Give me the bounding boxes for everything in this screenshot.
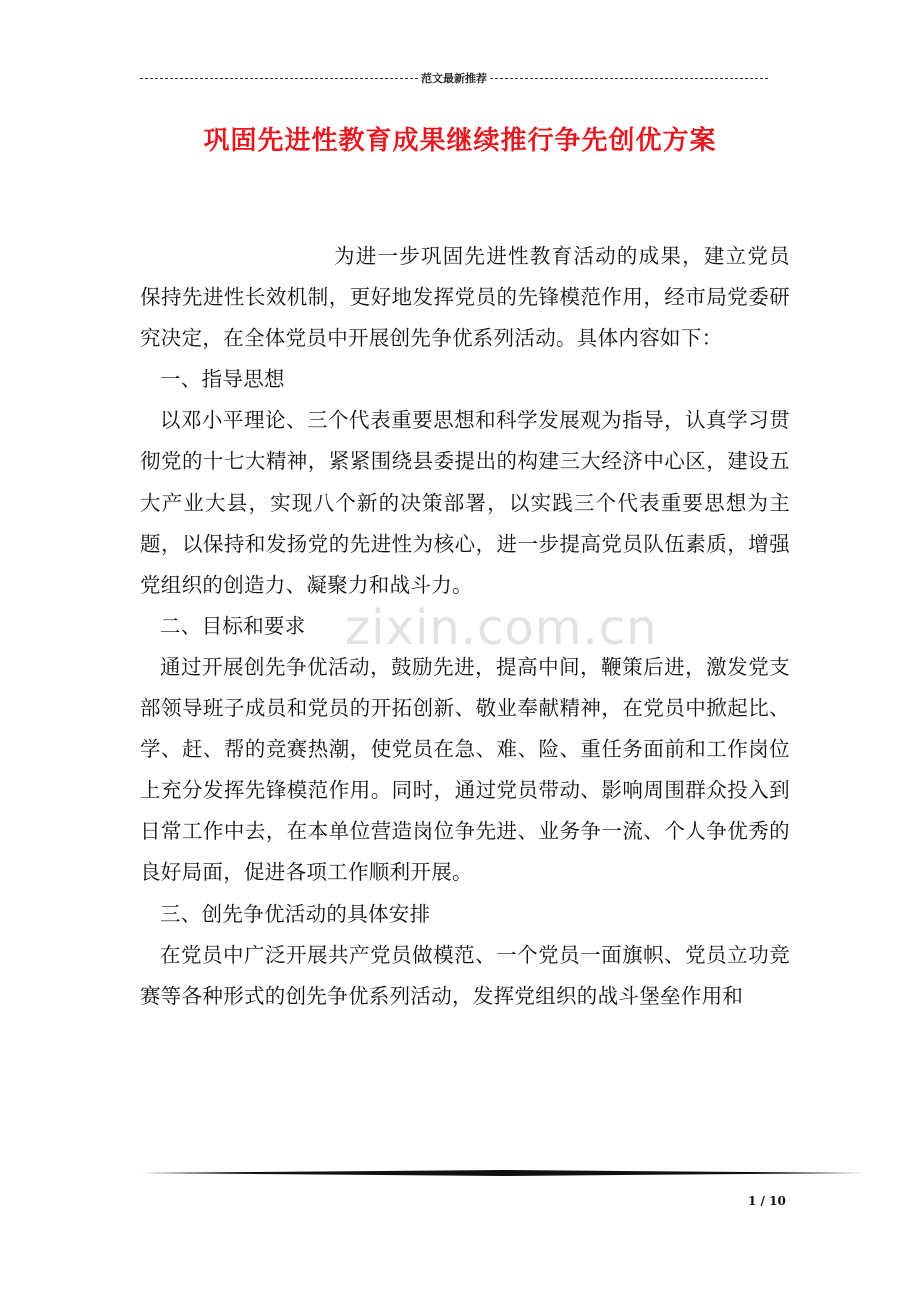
header-label: 范文最新推荐	[421, 72, 487, 85]
goals-paragraph: 通过开展创先争优活动，鼓励先进，提高中间，鞭策后进，激发党支部领导班子成员和党员的开拓创新、敬业奉献精神，在党员中掀起比、学、赶、帮的竞赛热潮，使党员在急、难、险、重任务面前和工作岗位上充分发挥先锋模范作用。同时，通过党员带动、影响周围群众投入到日常工作中去，在本单位营造岗位争先进、业务争一流、个人争优秀的良好局面，促进各项工作顺利开展。	[140, 654, 790, 885]
header-dash-right	[490, 78, 768, 79]
section-heading-guiding-ideology: 一、指导思想	[160, 367, 285, 392]
header-dash-left	[140, 78, 418, 79]
arrangements-paragraph: 在党员中广泛开展共产党员做模范、一个党员一面旗帜、党员立功竞赛等各种形式的创先争优系列活动，发挥党组织的战斗堡垒作用和	[140, 942, 790, 1008]
section-heading-goals: 二、目标和要求	[160, 613, 306, 638]
intro-paragraph: 为进一步巩固先进性教育活动的成果，建立党员保持先进性长效机制，更好地发挥党员的先锋模范作用，经市局党委研究决定，在全体党员中开展创先争优系列活动。具体内容如下：	[140, 244, 790, 351]
footer-divider	[140, 1170, 864, 1176]
guiding-ideology-paragraph: 以邓小平理论、三个代表重要思想和科学发展观为指导，认真学习贯彻党的十七大精神，紧紧围绕县委提出的构建三大经济中心区，建设五大产业大县，实现八个新的决策部署，以实践三个代表重要思想为主题，以保持和发扬党的先进性为核心，进一步提高党员队伍素质，增强党组织的创造力、凝聚力和战斗力。	[140, 408, 790, 597]
site-watermark: zixin.com.cn	[345, 600, 658, 656]
document-title: 巩固先进性教育成果继续推行争先创优方案	[203, 126, 717, 156]
page-header	[140, 70, 768, 86]
page-number: 1 / 10	[748, 1194, 786, 1208]
section-heading-arrangements: 三、创先争优活动的具体安排	[160, 901, 431, 926]
